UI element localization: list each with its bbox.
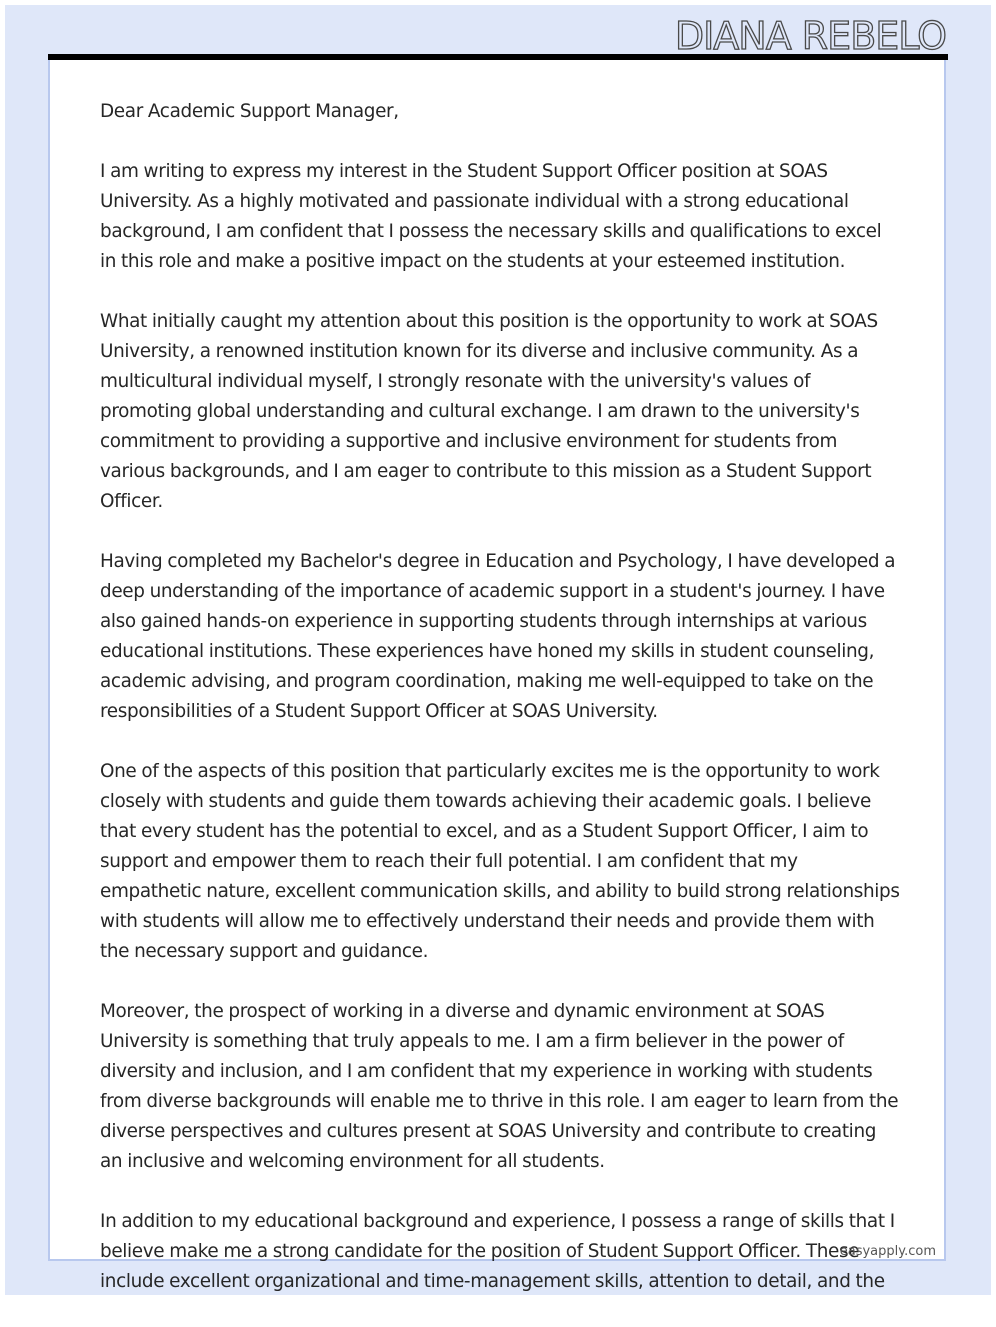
letter-greeting: Dear Academic Support Manager, xyxy=(100,101,399,122)
letter-paragraph: Moreover, the prospect of working in a diverse and dynamic environment at SOAS University is something that truly appeals to me. I am a firm believer in the power of diversity and inclusion, and I am confident that my experience in working with students from diverse backgrounds will enable me to thrive in this role. I am eager to learn from the diverse perspectives and cultures present at SOAS University and contribute to creating an inclusive and welcoming environment for all students. xyxy=(100,1001,899,1172)
letter-body xyxy=(100,97,900,1327)
watermark: easyapply.com xyxy=(839,1244,936,1259)
letter-paragraph: In addition to my educational background and experience, I possess a range of skills that I believe make me a strong candidate for the position of Student Support Officer. These include excellent organizational and time-management skills, attention to detail, and the xyxy=(100,1211,895,1292)
applicant-name: DIANA REBELO xyxy=(674,14,946,58)
letter-paragraph: Having completed my Bachelor's degree in Education and Psychology, I have developed a deep understanding of the importance of academic support in a student's journey. I have also gained hands-on experience in supporting students through internships at various educational institutions. These experiences have honed my skills in student counseling, academic advising, and program coordination, making me well-equipped to take on the responsibilities of a Student Support Officer at SOAS University. xyxy=(100,551,896,722)
letter-paragraph: One of the aspects of this position that particularly excites me is the opportunity to work closely with students and guide them towards achieving their academic goals. I believe that every student has the potential to excel, and as a Student Support Officer, I aim to support and empower them to reach their full potential. I am confident that my empathetic nature, excellent communication skills, and ability to build strong relationships with students will allow me to effectively understand their needs and provide them with the necessary support and guidance. xyxy=(100,761,900,962)
letter-paragraph: I am writing to express my interest in the Student Support Officer position at SOAS University. As a highly motivated and passionate individual with a strong educational background, I am confident that I possess the necessary skills and qualifications to excel in this role and make a positive impact on the students at your esteemed institution. xyxy=(100,161,882,272)
letter-paragraph: What initially caught my attention about this position is the opportunity to work at SOAS University, a renowned institution known for its diverse and inclusive community. As a multicultural individual myself, I strongly resonate with the university's values of promoting global understanding and cultural exchange. I am drawn to the university's commitment to providing a supportive and inclusive environment for students from various backgrounds, and I am eager to contribute to this mission as a Student Support Officer. xyxy=(100,311,878,512)
